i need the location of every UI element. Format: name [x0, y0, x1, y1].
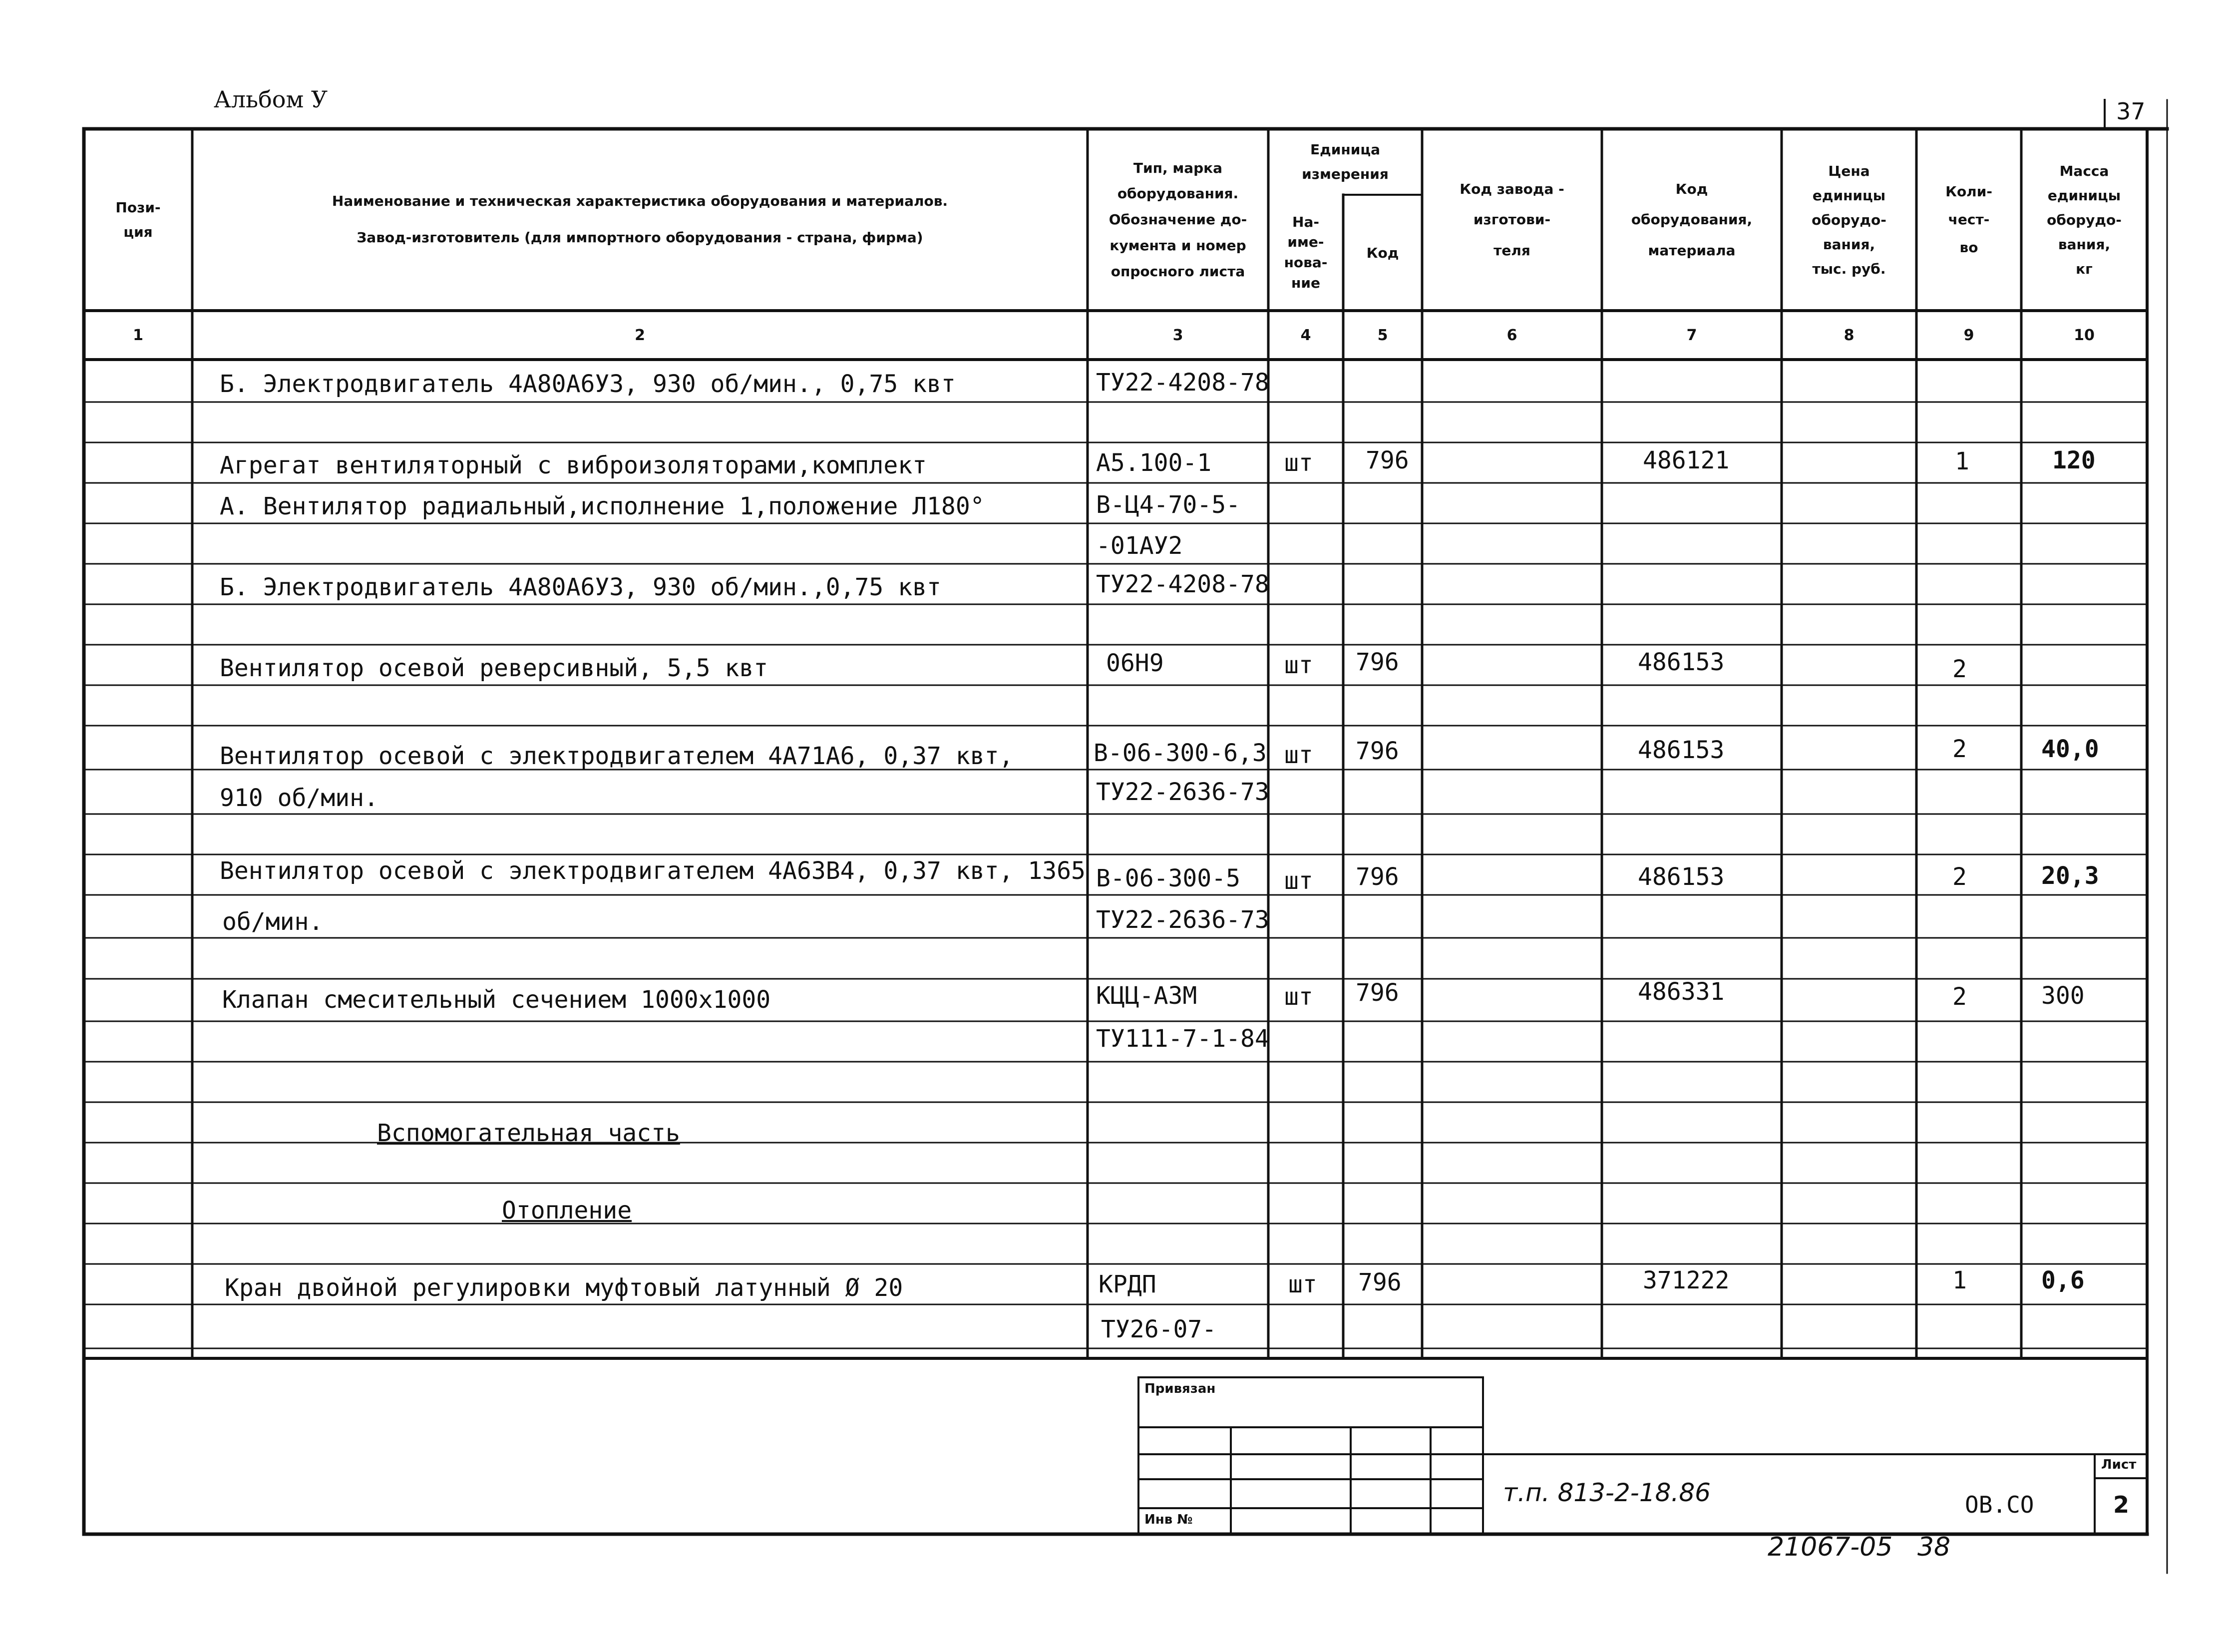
header-name: Наименование и техническая характеристика оборудования и материалов. Завод-изготовитель (для импортного оборудования - страна, фирма)	[332, 193, 948, 246]
row-mass: 120	[2052, 446, 2096, 474]
header-unit-name: На- име- нова- ние	[1284, 213, 1328, 291]
stamp-privyazan: Привязан	[1144, 1381, 1216, 1396]
header-equipment-code: Код оборудования, материала	[1631, 180, 1753, 259]
row-type: КЦЦ-АЗМ	[1096, 982, 1197, 1010]
row-type: -01АУ2	[1096, 532, 1183, 560]
column-number: 2	[635, 326, 645, 344]
column-number: 3	[1172, 326, 1183, 344]
sheet-code: ОВ.СО	[1965, 1491, 2034, 1518]
row-equipment-code: 486153	[1638, 863, 1725, 891]
sheet-label: Лист	[2101, 1457, 2137, 1472]
column-number: 6	[1506, 326, 1517, 344]
header-price: Цена единицы оборудо- вания, тыс. руб.	[1812, 162, 1886, 277]
column-number: 7	[1686, 326, 1697, 344]
row-name: Вентилятор осевой с электродвигателем 4А63В4, 0,37 квт, 1365	[220, 857, 1086, 885]
row-mass: 20,3	[2041, 862, 2099, 890]
row-name: А. Вентилятор радиальный,исполнение 1,положение Л180°	[220, 492, 985, 520]
row-name: Клапан смесительный сечением 1000х1000	[222, 986, 771, 1014]
section-heading: Вспомогательная часть	[377, 1119, 680, 1147]
row-unit-code: 796	[1366, 446, 1409, 474]
project-code: т.п. 813-2-18.86	[1503, 1478, 1711, 1507]
section-heading: Отопление	[502, 1197, 632, 1225]
row-unit-code: 796	[1356, 648, 1399, 676]
row-quantity: 2	[1952, 735, 1967, 763]
row-type: ТУ22-4208-78	[1096, 570, 1269, 598]
row-equipment-code: 486153	[1638, 648, 1725, 676]
row-type: КРДП	[1099, 1270, 1156, 1298]
column-number: 9	[1963, 326, 1974, 344]
row-quantity: 2	[1952, 863, 1967, 891]
row-name: Кран двойной регулировки муфтовый латунный Ø 20	[225, 1274, 903, 1302]
row-mass: 300	[2041, 982, 2085, 1010]
row-unit-code: 796	[1356, 737, 1399, 765]
row-unit: шт	[1284, 741, 1313, 769]
stamp-inv-no: Инв №	[1144, 1512, 1193, 1527]
row-equipment-code: 371222	[1643, 1266, 1730, 1294]
row-type: ТУ22-2636-73	[1096, 778, 1269, 806]
row-name: Агрегат вентиляторный с виброизоляторами,комплект	[220, 451, 927, 479]
row-type: ТУ26-07-	[1101, 1315, 1217, 1343]
row-mass: 40,0	[2041, 735, 2099, 763]
row-mass: 0,6	[2041, 1266, 2085, 1294]
header-type: Тип, марка оборудования. Обозначение до- кумента и номер опросного листа	[1109, 159, 1247, 280]
column-number: 8	[1844, 326, 1855, 344]
row-name: Вентилятор осевой с электродвигателем 4А71А6, 0,37 квт,	[220, 742, 1014, 770]
row-type: А5.100-1	[1096, 449, 1212, 477]
column-number: 10	[2074, 326, 2095, 344]
row-unit: шт	[1288, 1270, 1317, 1298]
page-corner-number: 37	[2116, 98, 2146, 125]
row-equipment-code: 486153	[1638, 736, 1725, 764]
row-type: 06Н9	[1106, 649, 1164, 677]
header-quantity: Коли- чест- во	[1945, 183, 1992, 256]
row-unit: шт	[1284, 651, 1313, 679]
row-quantity: 2	[1952, 983, 1967, 1011]
column-number: 4	[1300, 326, 1311, 344]
row-equipment-code: 486331	[1638, 978, 1725, 1006]
row-name: об/мин.	[222, 908, 324, 936]
row-quantity: 1	[1955, 447, 1969, 475]
sheet-number: 2	[2113, 1491, 2130, 1518]
row-name: Б. Электродвигатель 4А80А6У3, 930 об/мин.,0,75 квт	[220, 573, 941, 601]
row-name: Вентилятор осевой реверсивный, 5,5 квт	[220, 654, 768, 682]
row-unit-code: 796	[1356, 979, 1399, 1007]
row-equipment-code: 486121	[1643, 446, 1730, 474]
row-unit: шт	[1284, 449, 1313, 477]
row-unit: шт	[1284, 867, 1313, 895]
row-name: 910 об/мин.	[220, 784, 378, 812]
row-type: В-06-300-6,3	[1094, 739, 1267, 767]
row-type: В-Ц4-70-5-	[1096, 491, 1240, 519]
header-position: Пози- ция	[115, 199, 161, 240]
row-unit-code: 796	[1356, 863, 1399, 891]
row-unit: шт	[1284, 983, 1313, 1011]
row-type: ТУ22-2636-73	[1096, 906, 1269, 934]
column-number: 1	[133, 326, 143, 344]
header-unit-code: Код	[1366, 244, 1399, 261]
header-mass: Масса единицы оборудо- вания, кг	[2047, 162, 2122, 277]
album-title: Альбом У	[214, 86, 328, 113]
row-unit-code: 796	[1358, 1268, 1402, 1296]
header-manufacturer-code: Код завода - изготови- теля	[1460, 180, 1564, 259]
row-quantity: 1	[1952, 1266, 1967, 1294]
row-name: Б. Электродвигатель 4А80А6У3, 930 об/мин., 0,75 квт	[220, 370, 956, 398]
row-type: В-06-300-5	[1096, 864, 1240, 892]
row-type: ТУ22-4208-78	[1096, 369, 1269, 397]
header-unit-group: Единица измерения	[1302, 141, 1389, 182]
column-number: 5	[1377, 326, 1388, 344]
row-quantity: 2	[1952, 655, 1967, 683]
footer-handwritten-number: 21067-05 38	[1768, 1532, 1951, 1562]
row-type: ТУ111-7-1-84	[1096, 1025, 1269, 1053]
